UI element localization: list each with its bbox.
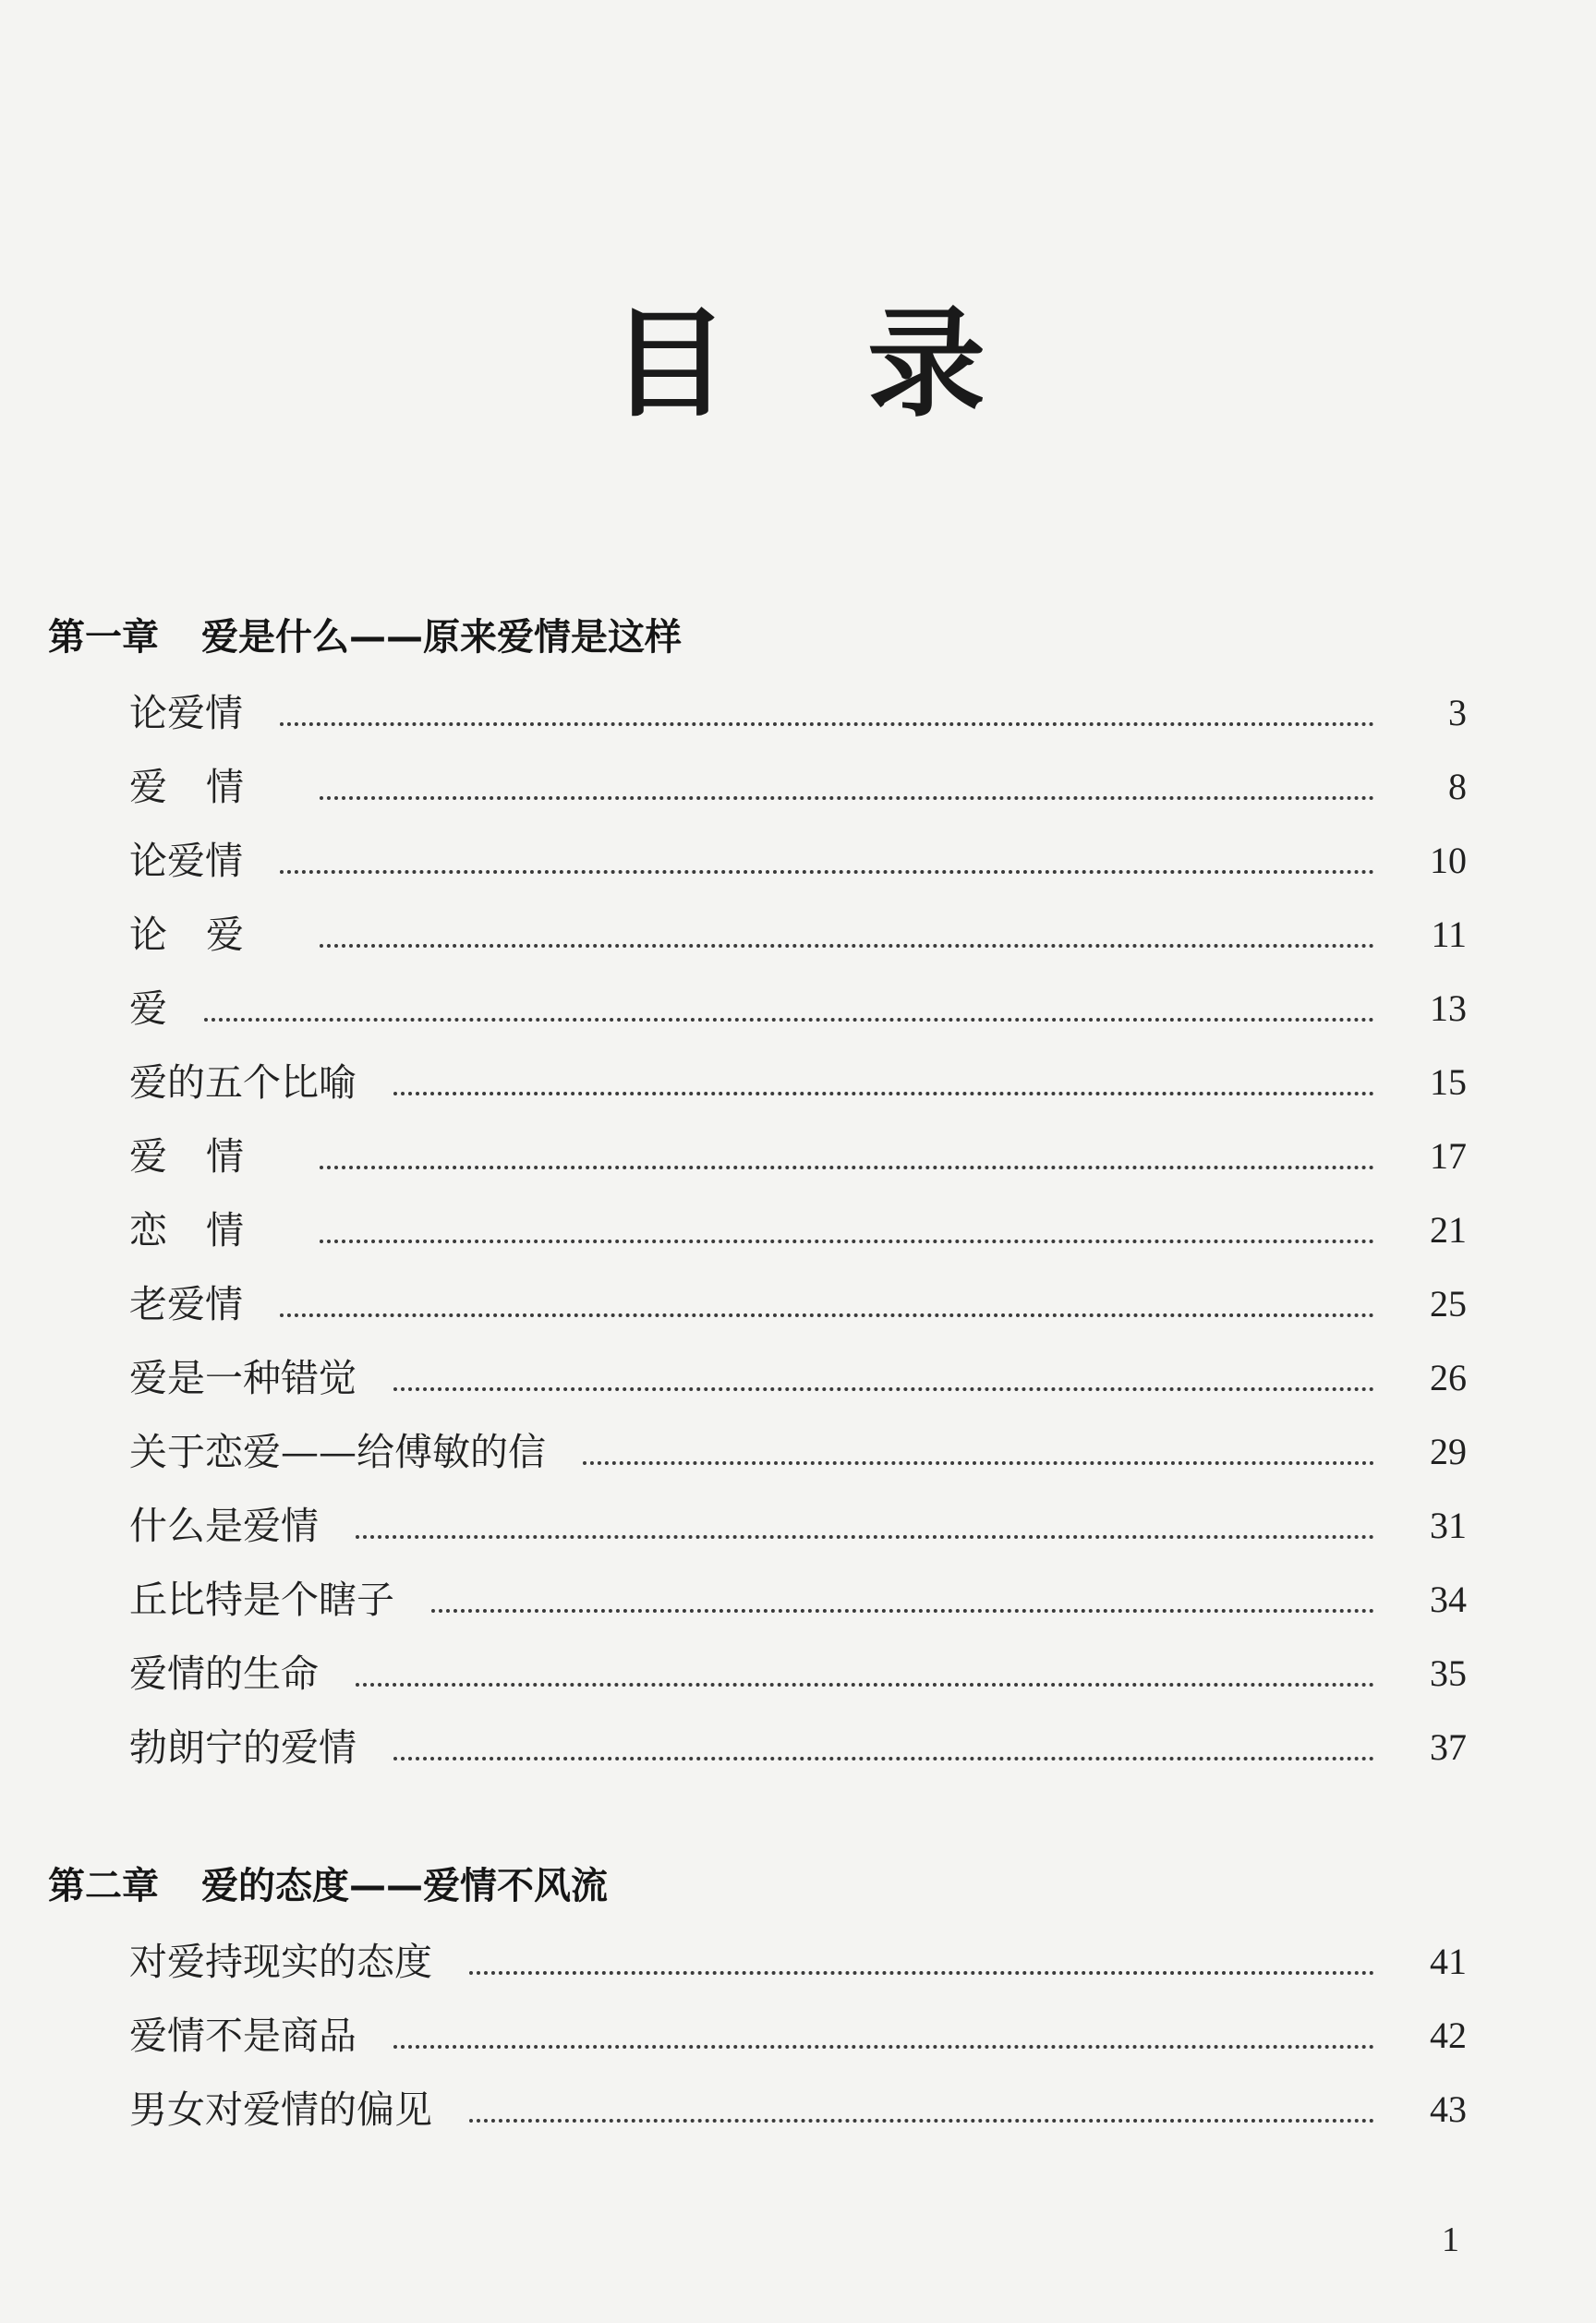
- toc-entry[interactable]: [129, 1932, 1467, 1991]
- chapter-heading: [48, 1857, 1249, 1916]
- dot-leader: [356, 1502, 1374, 1539]
- toc-entry-title: 勃朗宁的爱情: [129, 1725, 357, 1770]
- toc-entry[interactable]: [129, 2080, 1467, 2139]
- toc-entry-title: 老爱情: [129, 1282, 243, 1326]
- toc-entry-page: 34: [1430, 1579, 1467, 1620]
- toc-entry[interactable]: [129, 1053, 1467, 1112]
- chapter-heading: [48, 608, 1249, 667]
- toc-entry-page: 15: [1430, 1061, 1467, 1103]
- toc-entry-page: 25: [1430, 1283, 1467, 1325]
- page-number: 1: [1442, 2220, 1459, 2259]
- toc-entry-page: 8: [1448, 766, 1467, 807]
- toc-entry[interactable]: [129, 1644, 1467, 1703]
- toc-entry[interactable]: [129, 831, 1467, 890]
- toc-entry-page: 43: [1430, 2088, 1467, 2130]
- toc-entry-page: 10: [1430, 840, 1467, 881]
- chapter-title: 爱的态度——爱情不风流: [201, 1865, 608, 1907]
- dot-leader: [393, 2012, 1374, 2049]
- dot-leader: [393, 1354, 1374, 1391]
- dot-leader: [431, 1576, 1374, 1613]
- toc-entry-title: 对爱持现实的态度: [129, 1940, 432, 1984]
- toc-entry[interactable]: [129, 1349, 1467, 1408]
- dot-leader: [280, 837, 1374, 874]
- dot-leader: [320, 1206, 1374, 1243]
- dot-leader: [393, 1059, 1374, 1095]
- toc-entry-title: 爱是一种错觉: [129, 1356, 357, 1400]
- toc-entry-title: 关于恋爱——给傅敏的信: [129, 1430, 546, 1474]
- toc-entry[interactable]: [129, 1570, 1467, 1629]
- toc-entry-page: 35: [1430, 1652, 1467, 1694]
- dot-leader: [356, 1650, 1374, 1687]
- page-title: 目录: [611, 296, 1124, 433]
- dot-leader: [469, 2086, 1374, 2123]
- toc-entry[interactable]: [129, 2006, 1467, 2065]
- dot-leader: [280, 1280, 1374, 1317]
- toc-entry-page: 31: [1430, 1505, 1467, 1546]
- toc-entry[interactable]: [129, 1496, 1467, 1555]
- dot-leader: [320, 1132, 1374, 1169]
- toc-entry-page: 11: [1431, 913, 1467, 955]
- toc-entry-page: 17: [1430, 1135, 1467, 1177]
- toc-entry-page: 37: [1430, 1726, 1467, 1768]
- chapter-title: 爱是什么——原来爱情是这样: [201, 616, 682, 659]
- toc-entry-page: 42: [1430, 2014, 1467, 2056]
- toc-entry-title: 恋情: [129, 1208, 283, 1252]
- dot-leader: [204, 985, 1374, 1022]
- toc-entry-title: 爱: [129, 986, 167, 1031]
- toc-entry[interactable]: [129, 979, 1467, 1038]
- toc-entry-title: 爱情不是商品: [129, 2014, 357, 2058]
- toc-entry-title: 男女对爱情的偏见: [129, 2087, 432, 2132]
- toc-entry[interactable]: [129, 757, 1467, 817]
- dot-leader: [320, 763, 1374, 800]
- toc-entry-title: 爱的五个比喻: [129, 1060, 357, 1105]
- toc-entry-title: 爱情: [129, 1134, 283, 1179]
- toc-entry[interactable]: [129, 905, 1467, 964]
- chapter-number: 第一章: [48, 616, 159, 659]
- dot-leader: [583, 1428, 1374, 1465]
- toc-entry-page: 41: [1430, 1941, 1467, 1982]
- toc-entry[interactable]: [129, 1718, 1467, 1777]
- toc-entry-title: 爱情: [129, 765, 283, 809]
- toc-entry[interactable]: [129, 1422, 1467, 1482]
- toc-entry-page: 13: [1430, 987, 1467, 1029]
- toc-entry-page: 26: [1430, 1357, 1467, 1398]
- toc-entry-title: 丘比特是个瞎子: [129, 1578, 394, 1622]
- toc-entry-title: 论爱: [129, 913, 283, 957]
- toc-entry-page: 3: [1448, 692, 1467, 733]
- toc-entry-title: 什么是爱情: [129, 1504, 319, 1548]
- dot-leader: [320, 911, 1374, 948]
- toc-entry-title: 论爱情: [129, 839, 243, 883]
- toc-entry-page: 29: [1430, 1431, 1467, 1472]
- toc-entry[interactable]: [129, 1201, 1467, 1260]
- toc-entry[interactable]: [129, 1127, 1467, 1186]
- dot-leader: [469, 1938, 1374, 1975]
- toc-entry-title: 论爱情: [129, 691, 243, 735]
- toc-entry[interactable]: [129, 1275, 1467, 1334]
- dot-leader: [280, 689, 1374, 726]
- toc-entry-title: 爱情的生命: [129, 1652, 319, 1696]
- toc-entry-page: 21: [1430, 1209, 1467, 1251]
- chapter-number: 第二章: [48, 1865, 159, 1907]
- toc-entry[interactable]: [129, 684, 1467, 743]
- dot-leader: [393, 1724, 1374, 1760]
